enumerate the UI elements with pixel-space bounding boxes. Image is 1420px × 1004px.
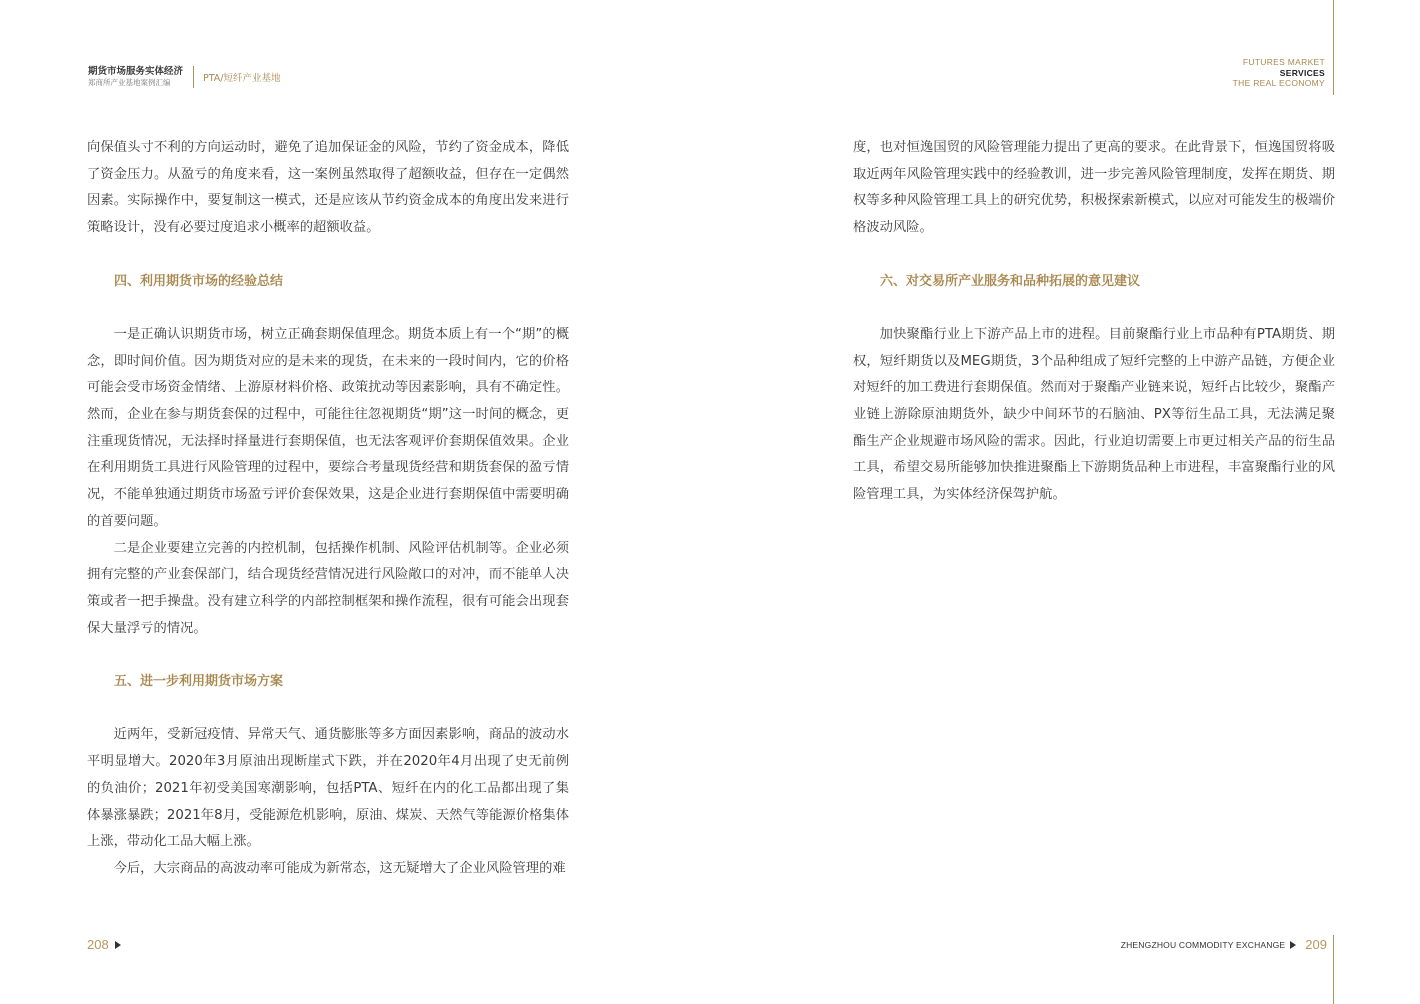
paragraph: 今后，大宗商品的高波动率可能成为新常态，这无疑增大了企业风险管理的难 [113, 860, 566, 876]
book-subtitle: 郑商所产业基地案例汇编 [88, 78, 171, 87]
paragraph: 加快聚酯行业上下游产品上市的进程。目前聚酯行业上市品种有PTA期货、期权，短纤期货以及MEG期货，3个品种组成了短纤完整的上中游产品链，方便企业对短纤的加工费进行套期保值。然而对于聚酯产业链来说，短纤占比较少，聚酯产业链上游除原油期货外，缺少中间环节的石脑油、PX等衍生品工具，无法满足聚酯生产企业规避市场风险的需求。因此，行业迫切需要上市更过相关产品的衍生品工具，希望交易所能够加快推进聚酯上下游期货品种上市进程，丰富聚酯行业的风险管理工具，为实体经济保驾护航。 [853, 326, 1335, 503]
footer-right [1121, 937, 1327, 952]
paragraph: 近两年，受新冠疫情、异常天气、通货膨胀等多方面因素影响，商品的波动水平明显增大。2020年3月原油出现断崖式下跌，并在2020年4月出现了史无前例的负油价；2021年初受美国寒潮影响，包括PTA、短纤在内的化工品都出现了集体暴涨暴跌；2021年8月，受能源危机影响，原油、煤炭、天然气等能源价格集体上涨，带动化工品大幅上涨。 [87, 727, 569, 850]
section-label: PTA/短纤产业基地 [203, 73, 281, 84]
section-heading: 五、进一步利用期货市场方案 [114, 674, 284, 690]
left-page-column [87, 135, 569, 883]
book-title: 期货市场服务实体经济 [88, 66, 184, 77]
header-right-line3: THE REAL ECONOMY [1232, 78, 1325, 88]
section-heading: 四、利用期货市场的经验总结 [114, 273, 284, 289]
running-header-right [1233, 57, 1325, 89]
paragraph: 向保值头寸不利的方向运动时，避免了追加保证金的风险，节约了资金成本，降低了资金压力。从盈亏的角度来看，这一案例虽然取得了超额收益，但存在一定偶然因素。实际操作中，要复制这一模式，还是应该从节约资金成本的角度出发来进行策略设计，没有必要过度追求小概率的超额收益。 [87, 140, 569, 236]
footer-left [87, 937, 121, 952]
book-title-block [88, 66, 183, 88]
right-margin-rule-top [1333, 0, 1334, 95]
section-heading: 六、对交易所产业服务和品种拓展的意见建议 [880, 273, 1141, 289]
right-margin-rule-bottom [1333, 935, 1334, 1004]
header-right-line2: SERVICES [1279, 67, 1325, 78]
paragraph: 二是企业要建立完善的内控机制，包括操作机制、风险评估机制等。企业必须拥有完整的产业套保部门，结合现货经营情况进行风险敞口的对冲，而不能单人决策或者一把手操盘。没有建立科学的内部控制框架和操作流程，很有可能会出现套保大量浮亏的情况。 [87, 540, 569, 636]
header-right-line1: FUTURES MARKET [1242, 57, 1325, 67]
page-number-right: 209 [1305, 937, 1327, 952]
running-header-left [88, 66, 281, 88]
header-divider [193, 66, 194, 88]
page-number-left: 208 [87, 937, 109, 952]
triangle-right-icon [115, 941, 121, 949]
triangle-right-icon [1290, 941, 1296, 949]
paragraph: 一是正确认识期货市场，树立正确套期保值理念。期货本质上有一个“期”的概念，即时间价值。因为期货对应的是未来的现货，在未来的一段时间内，它的价格可能会受市场资金情绪、上游原材料价格、政策扰动等因素影响，具有不确定性。然而，企业在参与期货套保的过程中，可能往往忽视期货“期”这一时间的概念，更注重现货情况，无法择时择量进行套期保值，也无法客观评价套期保值效果。企业在利用期货工具进行风险管理的过程中，要综合考量现货经营和期货套保的盈亏情况，不能单独通过期货市场盈亏评价套保效果，这是企业进行套期保值中需要明确的首要问题。 [87, 326, 569, 529]
paragraph: 度，也对恒逸国贸的风险管理能力提出了更高的要求。在此背景下，恒逸国贸将吸取近两年风险管理实践中的经验教训，进一步完善风险管理制度，发挥在期货、期权等多种风险管理工具上的研究优势，积极探索新模式，以应对可能发生的极端价格波动风险。 [853, 140, 1335, 236]
right-page-column [853, 135, 1335, 509]
exchange-name: ZHENGZHOU COMMODITY EXCHANGE [1120, 939, 1286, 950]
